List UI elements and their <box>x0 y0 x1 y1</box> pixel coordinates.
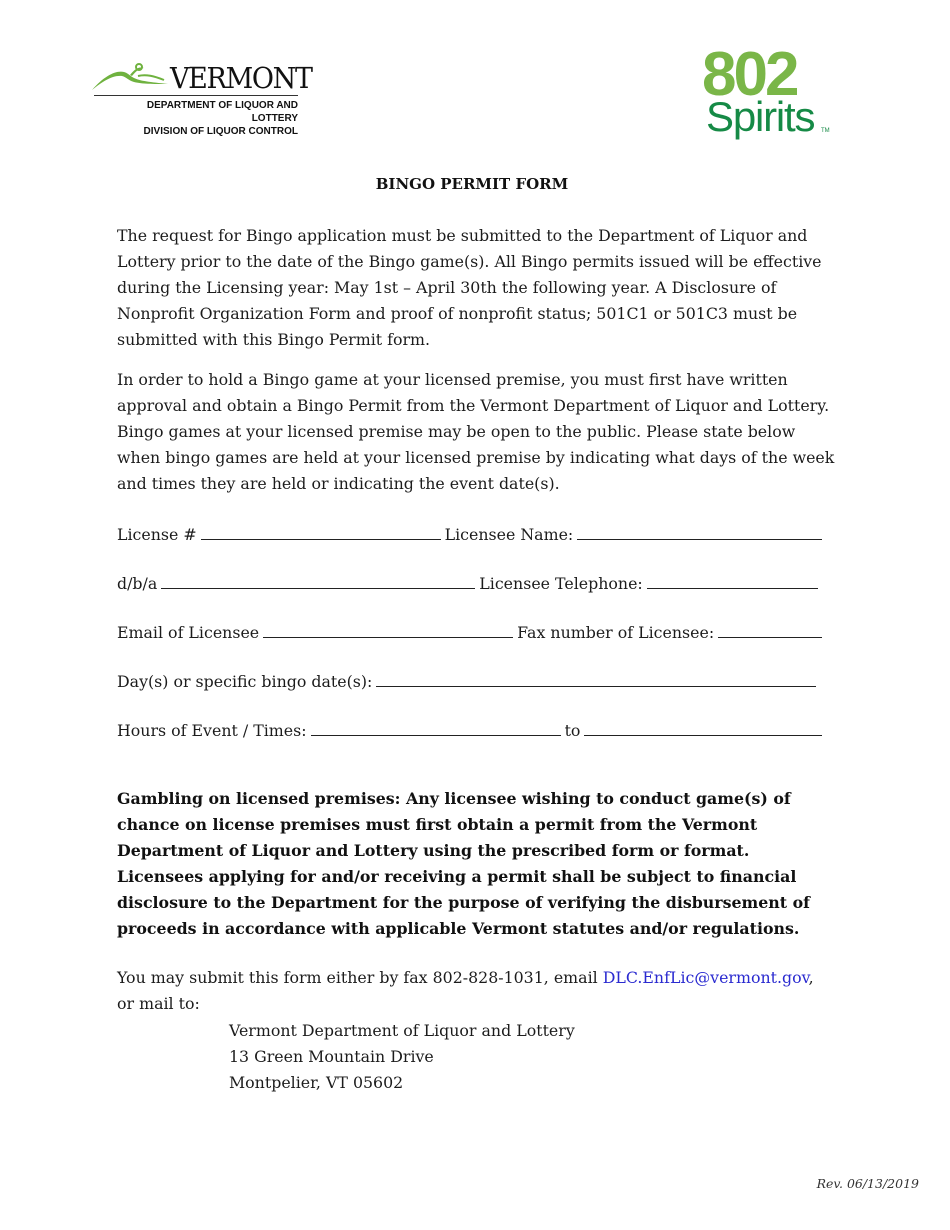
licensee-email-field[interactable] <box>263 619 513 638</box>
address-line-3: Montpelier, VT 05602 <box>229 1073 404 1092</box>
licensee-email-label: Email of Licensee <box>117 623 260 642</box>
event-hours-row <box>117 717 822 745</box>
address-line-2: 13 Green Mountain Drive <box>229 1047 434 1066</box>
contact-row <box>117 619 822 647</box>
submission-comma: , <box>808 968 814 987</box>
licensee-name-label: Licensee Name: <box>444 525 574 544</box>
vermont-wordmark: VERMONT <box>170 61 312 95</box>
mailing-address <box>229 1018 575 1096</box>
intro-paragraph-1: The request for Bingo application must be submitted to the Department of Liquor and Lottery prior to the date of the Bingo game(s). All Bingo permits issued will be effective during the Licensing year: May 1st – April 30th the following year. A Disclosure of Nonprofit Organization Form and proof of nonprofit status; 501C1 or 501C3 must be submitted with this Bingo Permit form. <box>117 226 822 349</box>
submission-instructions <box>117 965 829 1017</box>
trademark-mark: TM <box>821 128 830 134</box>
vermont-mountain-icon <box>90 62 170 94</box>
spirits-logo <box>700 40 835 153</box>
dba-field[interactable] <box>161 570 475 589</box>
dba-label: d/b/a <box>117 574 158 593</box>
dba-row <box>117 570 822 598</box>
event-hours-end-field[interactable] <box>584 717 822 736</box>
mail-to-text: or mail to: <box>117 994 200 1013</box>
bingo-dates-row <box>117 668 822 696</box>
event-hours-start-field[interactable] <box>311 717 561 736</box>
vermont-logo <box>90 61 312 137</box>
event-hours-to-label: to <box>564 721 581 740</box>
revision-date: Rev. 06/13/2019 <box>816 1176 919 1191</box>
email-link[interactable]: DLC.EnfLic@vermont.gov <box>602 968 809 987</box>
department-line-1: DEPARTMENT OF LIQUOR AND LOTTERY <box>146 100 298 124</box>
department-line-2: DIVISION OF LIQUOR CONTROL <box>143 126 298 137</box>
logo-divider <box>94 95 298 96</box>
intro-paragraph-2: In order to hold a Bingo game at your licensed premise, you must first have written approval and obtain a Bingo Permit from the Vermont Department of Liquor and Lottery. Bingo games at your licensed premise may be open to the public. Please state below when bingo games are held at your licensed premise by indicating what days of the week and times they are held or indicating the event date(s). <box>117 370 835 493</box>
licensee-telephone-label: Licensee Telephone: <box>479 574 643 593</box>
address-line-1: Vermont Department of Liquor and Lottery <box>229 1021 575 1040</box>
form-title: BINGO PERMIT FORM <box>375 175 569 193</box>
license-number-field[interactable] <box>201 521 441 540</box>
department-name <box>106 99 298 138</box>
submission-text: You may submit this form either by fax 802-828-1031, email <box>117 968 603 987</box>
bingo-dates-field[interactable] <box>376 668 816 687</box>
gambling-notice: Gambling on licensed premises: Any licensee wishing to conduct game(s) of chance on license premises must first obtain a permit from the Vermont Department of Liquor and Lottery using the prescribed form or format. Licensees applying for and/or receiving a permit shall be subject to financial disclosure to the Department for the purpose of verifying the disbursement of proceeds in accordance with applicable Vermont statutes and/or regulations. <box>117 789 810 938</box>
bingo-dates-label: Day(s) or specific bingo date(s): <box>117 672 373 691</box>
licensee-fax-label: Fax number of Licensee: <box>517 623 715 642</box>
event-hours-label: Hours of Event / Times: <box>117 721 307 740</box>
license-row <box>117 521 822 549</box>
license-number-label: License # <box>117 525 197 544</box>
licensee-telephone-field[interactable] <box>647 570 818 589</box>
licensee-name-field[interactable] <box>577 521 822 540</box>
spirits-logo-number: 802 <box>702 40 797 109</box>
licensee-fax-field[interactable] <box>718 619 822 638</box>
spirits-logo-word: Spirits <box>706 93 815 140</box>
